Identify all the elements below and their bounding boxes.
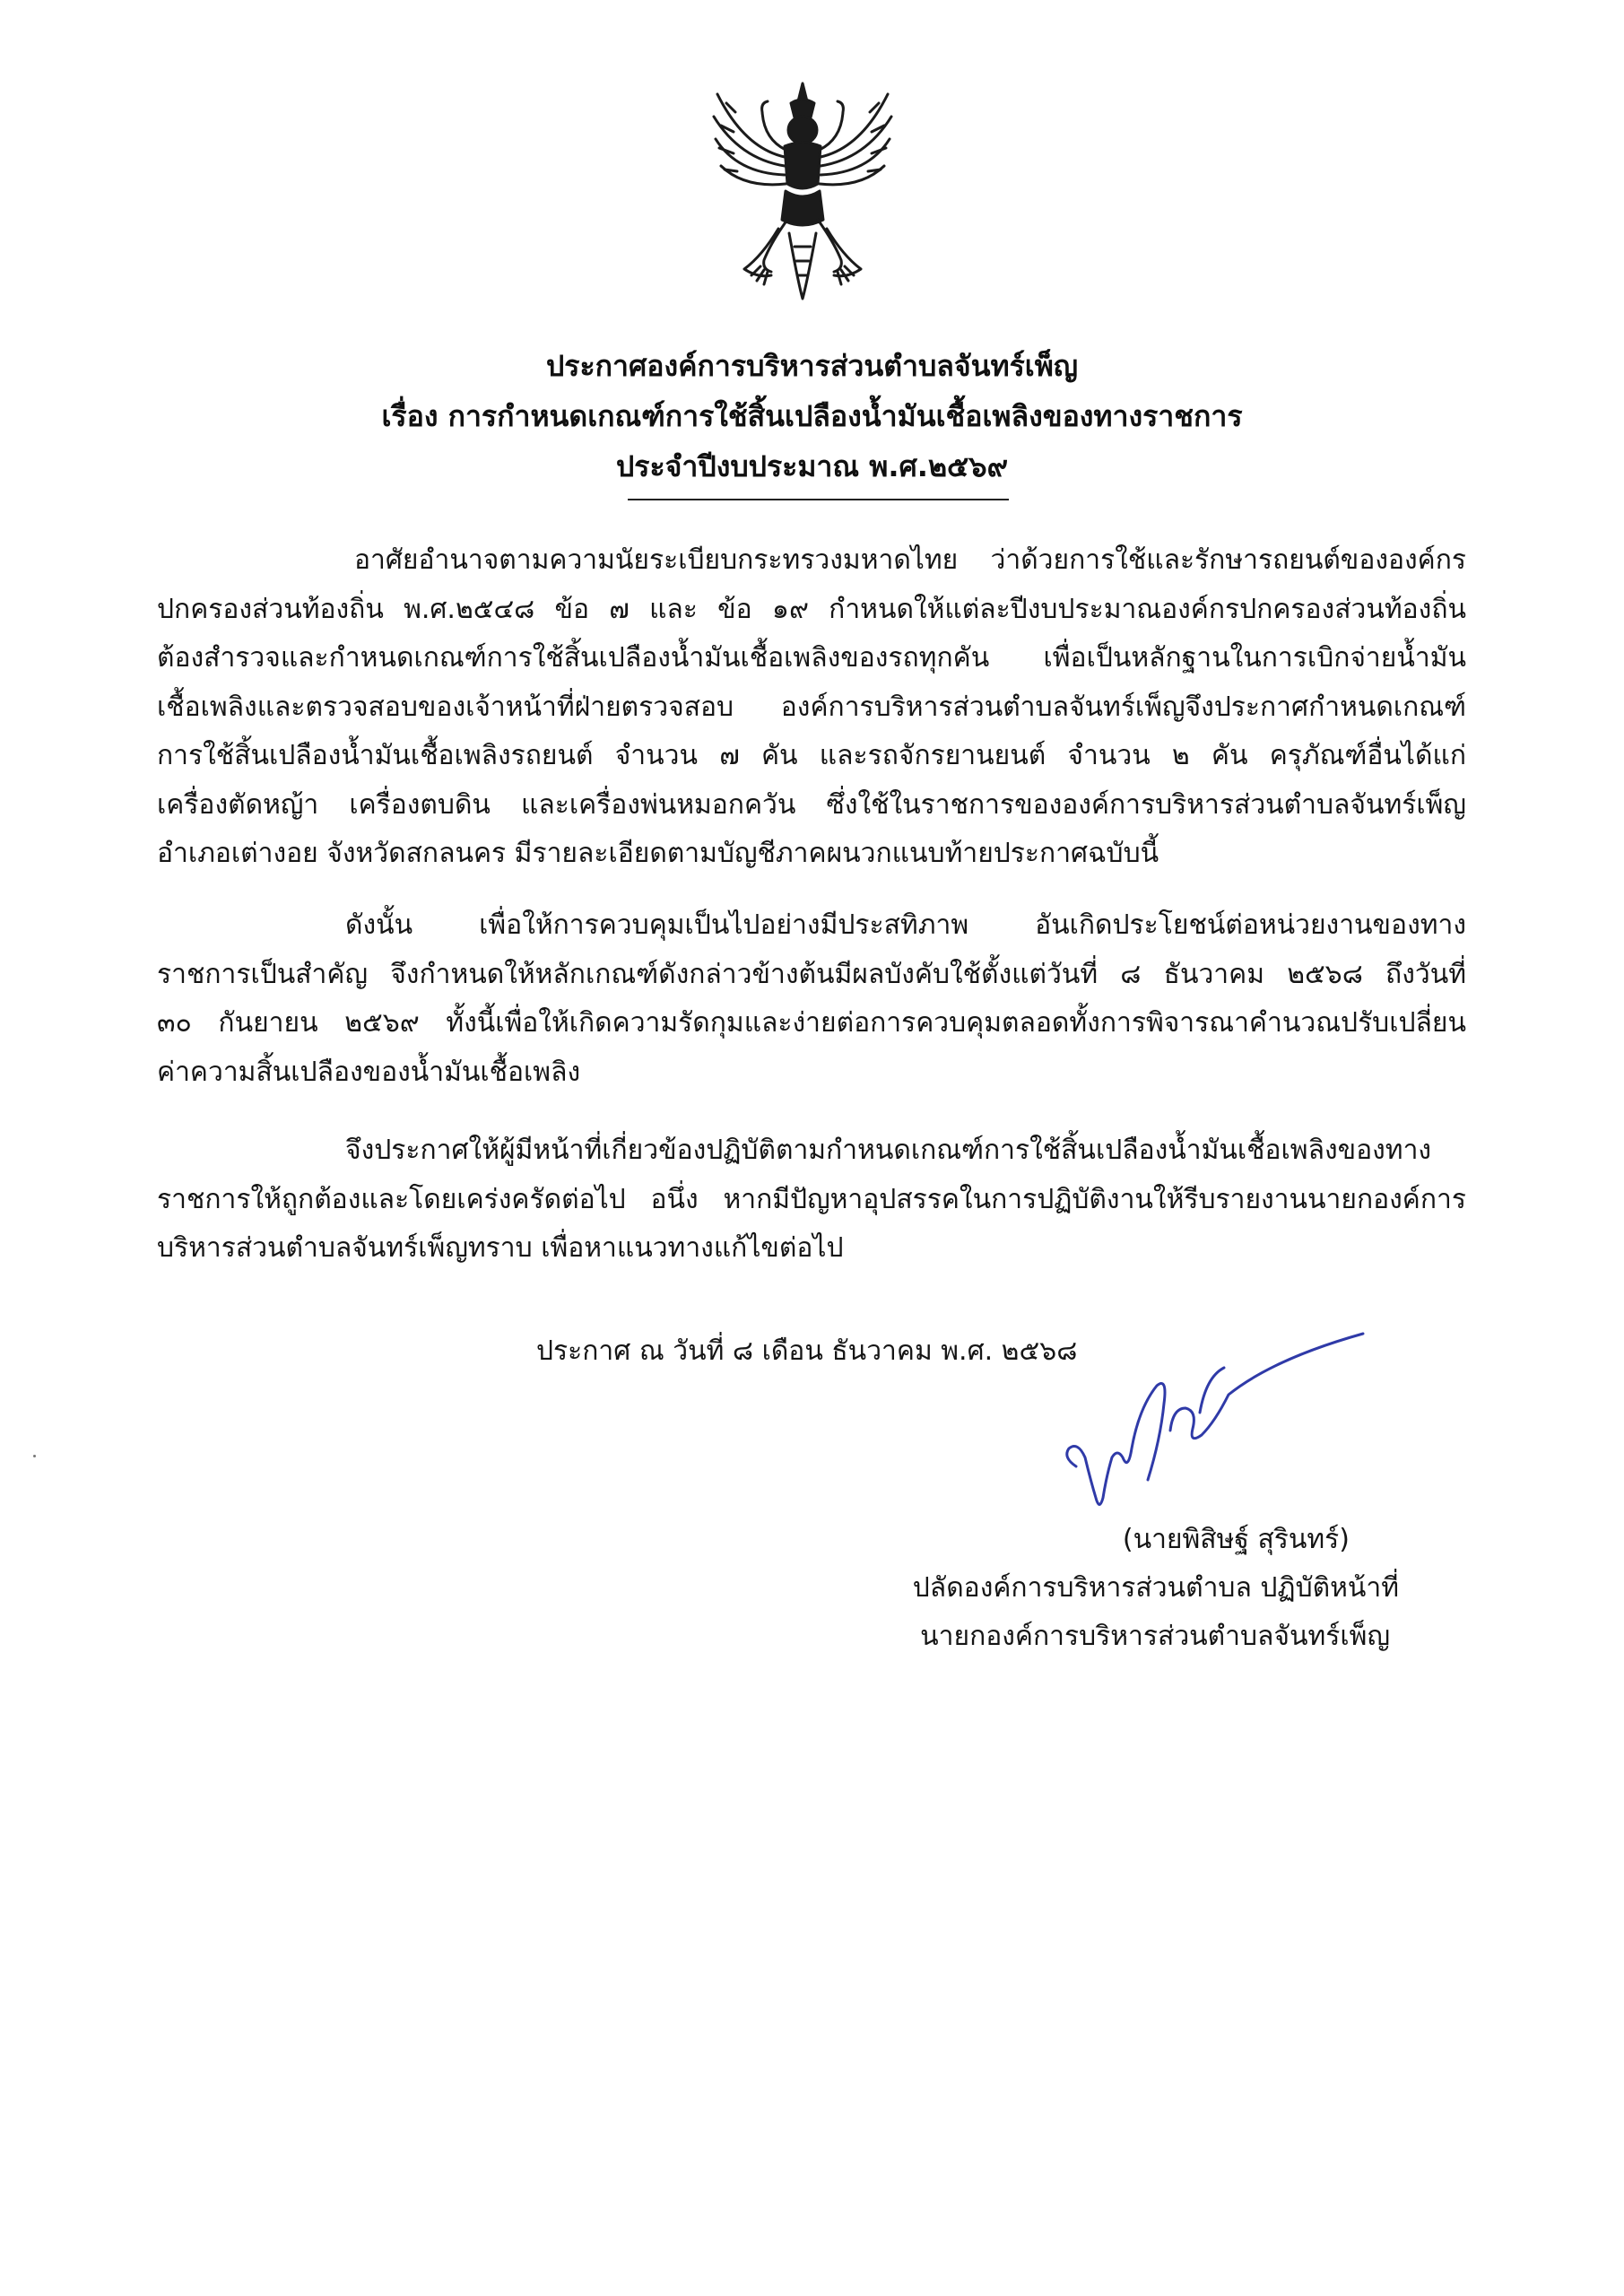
signer-block xyxy=(807,1516,1489,1661)
text-line: การใช้สิ้นเปลืองน้ำมันเชื้อเพลิงรถยนต์ จำนวน ๗ คัน และรถจักรยานยนต์ จำนวน ๒ คัน ครุภัณฑ์อื่นได้แก่ xyxy=(157,740,1466,771)
announcement-date: ประกาศ ณ วันที่ ๘ เดือน ธันวาคม พ.ศ. ๒๕๖๘ xyxy=(536,1335,1078,1367)
text-line: ต้องสำรวจและกำหนดเกณฑ์การใช้สิ้นเปลืองน้ำมันเชื้อเพลิงของรถทุกคัน เพื่อเป็นหลักฐานในการเบิกจ่ายน้ำมัน xyxy=(157,642,1466,674)
handwritten-signature xyxy=(1013,1323,1372,1529)
text-line: เครื่องตัดหญ้า เครื่องตบดิน และเครื่องพ่นหมอกควัน ซึ่งใช้ในราชการขององค์การบริหารส่วนตำบลจันทร์เพ็ญ xyxy=(157,788,1466,821)
text-line: ๓๐ กันยายน ๒๕๖๙ ทั้งนี้เพื่อให้เกิดความรัดกุมและง่ายต่อการควบคุมตลอดทั้งการพิจารณาคำนวณปรับเปลี่ยน xyxy=(157,1007,1466,1039)
text-line: ราชการเป็นสำคัญ จึงกำหนดให้หลักเกณฑ์ดังกล่าวข้างต้นมีผลบังคับใช้ตั้งแต่วันที่ ๘ ธันวาคม ๒๕๖๘ ถึงวันที่ xyxy=(157,958,1466,990)
garuda-emblem-icon xyxy=(708,76,897,305)
announcement-title xyxy=(0,341,1624,491)
text-line: ราชการให้ถูกต้องและโดยเคร่งครัดต่อไป อนึ่ง หากมีปัญหาอุปสรรคในการปฏิบัติงานให้รีบรายงานนายกองค์การ xyxy=(157,1183,1466,1215)
title-line-fiscal-year: ประจำปีงบประมาณ พ.ศ.๒๕๖๙ xyxy=(615,449,1008,483)
text-line: ปกครองส่วนท้องถิ่น พ.ศ.๒๕๔๘ ข้อ ๗ และ ข้อ ๑๙ กำหนดให้แต่ละปีงบประมาณองค์กรปกครองส่วนท้องถิ่น xyxy=(157,593,1466,625)
signer-name: (นายพิสิษฐ์ สุรินทร์) xyxy=(1122,1524,1350,1555)
text-line: อำเภอเต่างอย จังหวัดสกลนคร มีรายละเอียดตามบัญชีภาคผนวกแนบท้ายประกาศฉบับนี้ xyxy=(157,838,1159,869)
title-line-organization: ประกาศองค์การบริหารส่วนตำบลจันทร์เพ็ญ xyxy=(545,349,1079,383)
title-underline xyxy=(628,499,1009,500)
paragraph-compliance xyxy=(157,1126,1466,1274)
title-line-subject: เรื่อง การกำหนดเกณฑ์การใช้สิ้นเปลืองน้ำมันเชื้อเพลิงของทางราชการ xyxy=(381,399,1243,433)
text-line: บริหารส่วนตำบลจันทร์เพ็ญทราบ เพื่อหาแนวทางแก้ไขต่อไป xyxy=(157,1232,844,1264)
scan-speck xyxy=(33,1455,36,1457)
paragraph-authority xyxy=(157,536,1466,879)
paragraph-effective-period xyxy=(157,901,1466,1097)
text-line: อาศัยอำนาจตามความนัยระเบียบกระทรวงมหาดไทย ว่าด้วยการใช้และรักษารถยนต์ขององค์กร xyxy=(354,544,1466,576)
text-line: เชื้อเพลิงและตรวจสอบของเจ้าหน้าที่ฝ่ายตรวจสอบ องค์การบริหารส่วนตำบลจันทร์เพ็ญจึงประกาศกำหนดเกณฑ์ xyxy=(157,691,1466,723)
text-line: จึงประกาศให้ผู้มีหน้าที่เกี่ยวข้องปฏิบัติตามกำหนดเกณฑ์การใช้สิ้นเปลืองน้ำมันเชื้อเพลิงของทาง xyxy=(345,1135,1432,1166)
signer-position: ปลัดองค์การบริหารส่วนตำบล ปฏิบัติหน้าที่ xyxy=(912,1572,1399,1604)
text-line: ดังนั้น เพื่อให้การควบคุมเป็นไปอย่างมีประสทิภาพ อันเกิดประโยชน์ต่อหน่วยงานของทาง xyxy=(345,909,1466,941)
signer-acting-position: นายกองค์การบริหารส่วนตำบลจันทร์เพ็ญ xyxy=(920,1621,1390,1652)
text-line: ค่าความสิ้นเปลืองของน้ำมันเชื้อเพลิง xyxy=(157,1056,581,1088)
